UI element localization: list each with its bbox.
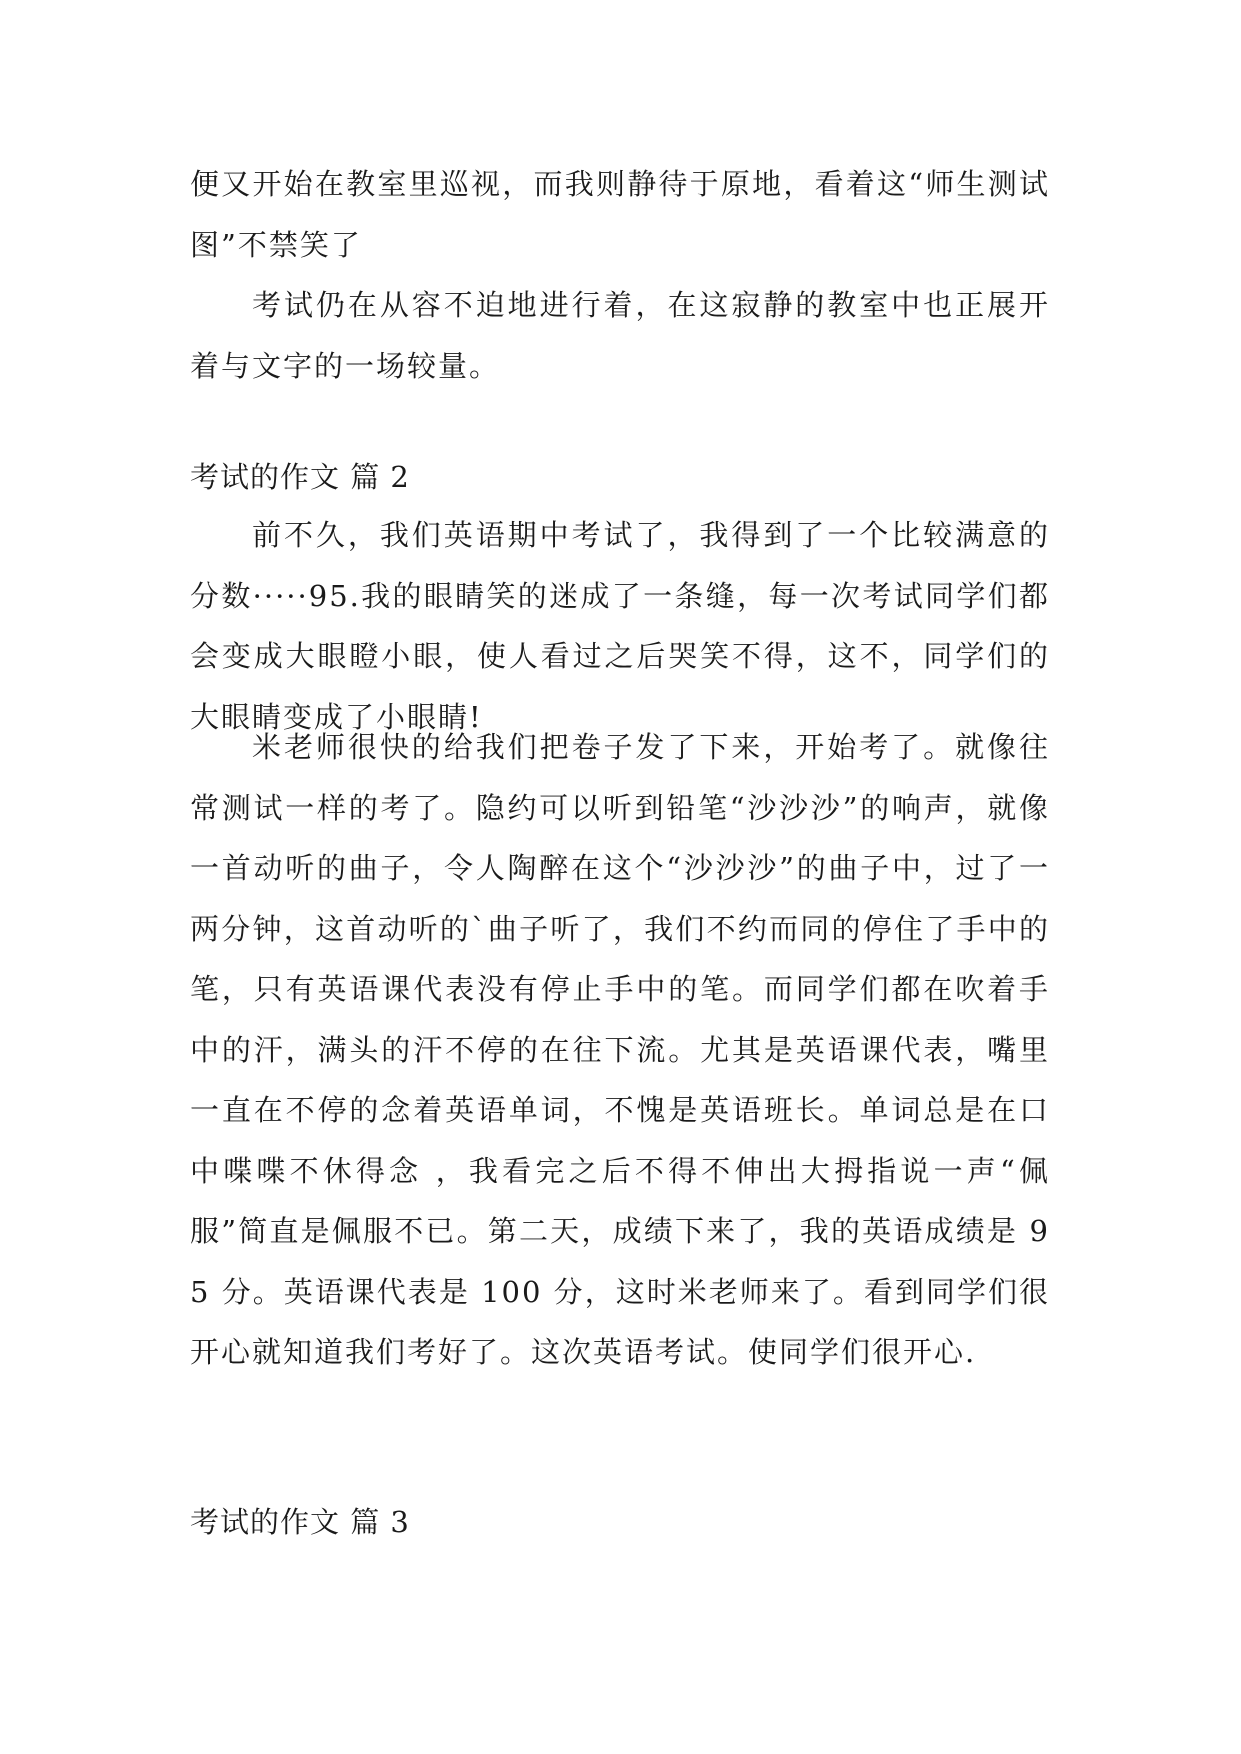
paragraph-exam-continues: 考试仍在从容不迫地进行着，在这寂静的教室中也正展开着与文字的一场较量。 [190,288,1050,383]
section-heading-3: 考试的作文 篇 3 [190,1505,410,1539]
paragraph-english-exam-score: 前不久，我们英语期中考试了，我得到了一个比较满意的分数·····95.我的眼睛笑的迷成了一条缝，每一次考试同学们都会变成大眼瞪小眼，使人看过之后哭笑不得，这不，同学们的大眼睛变成了小眼睛! [190,518,1050,734]
paragraph-continuation: 便又开始在教室里巡视，而我则静待于原地，看着这“师生测试图”不禁笑了 [190,167,1050,262]
paragraph-exam-story: 米老师很快的给我们把卷子发了下来，开始考了。就像往常测试一样的考了。隐约可以听到铅笔“沙沙沙”的响声，就像一首动听的曲子，令人陶醉在这个“沙沙沙”的曲子中，过了一两分钟，这首动听的`曲子听了，我们不约而同的停住了手中的笔，只有英语课代表没有停止手中的笔。而同学们都在吹着手中的汗，满头的汗不停的在往下流。尤其是英语课代表，嘴里一直在不停的念着英语单词，不愧是英语班长。单词总是在口中喋喋不休得念 ，我看完之后不得不伸出大拇指说一声“佩服”简直是佩服不已。第二天，成绩下来了，我的英语成绩是 95 分。英语课代表是 100 分，这时米老师来了。看到同学们很开心就知道我们考好了。这次英语考试。使同学们很开心. [190,730,1050,1369]
section-heading-2: 考试的作文 篇 2 [190,460,410,494]
